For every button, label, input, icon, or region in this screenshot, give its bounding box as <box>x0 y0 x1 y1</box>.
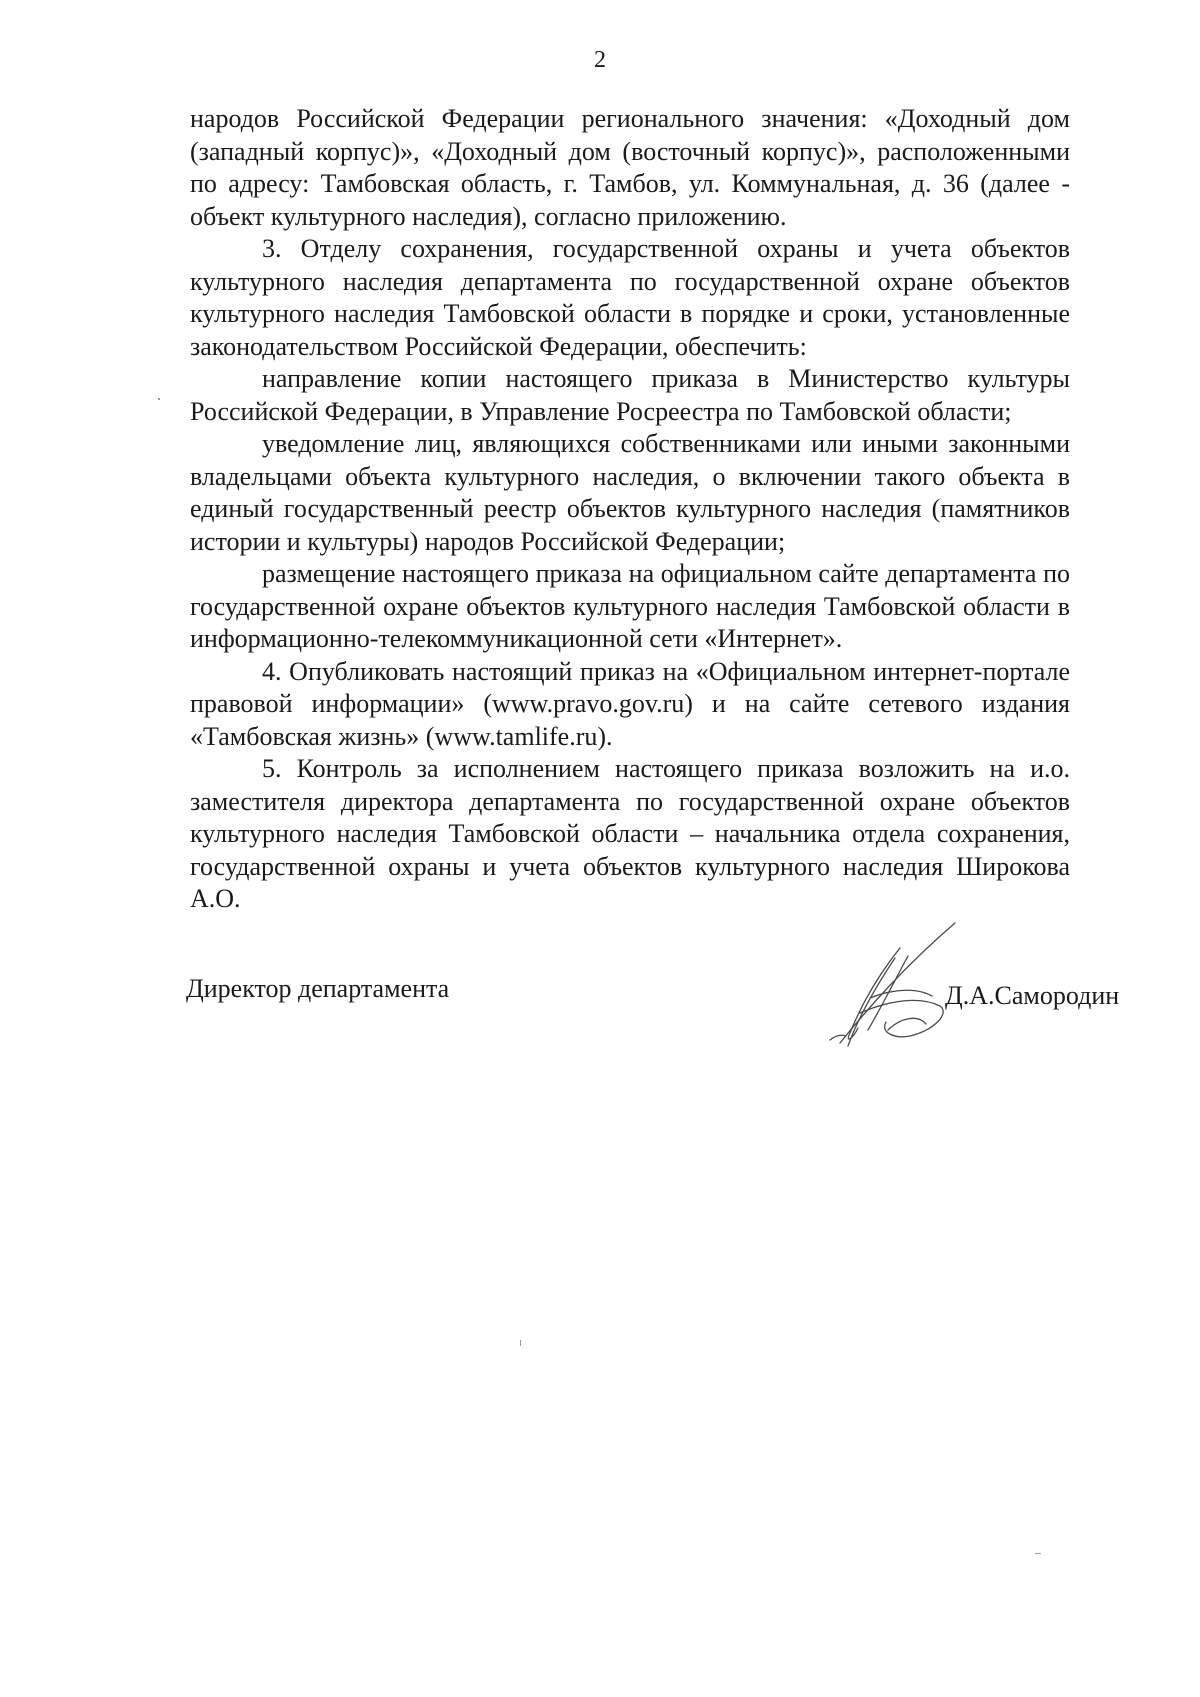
paragraph-subitem-publish-site: размещение настоящего приказа на официальном сайте департамента по государственной охране объектов культурного наследия Тамбовской области в информационно-телекоммуникационной сети «Интернет». <box>190 559 1070 653</box>
paragraph-item-4: 4. Опубликовать настоящий приказ на «Официальном интернет-портале правовой информации» (www.pravo.gov.ru) и на сайте сетевого издания «Тамбовская жизнь» (www.tamlife.ru). <box>190 656 1070 751</box>
signatory-title: Директор департамента <box>186 974 450 1003</box>
document-body <box>190 103 1070 916</box>
paragraph-item-3: 3. Отделу сохранения, государственной охраны и учета объектов культурного наследия департамента по государственной охране объектов культурного наследия Тамбовской области в порядке и сроки, установленные законодательством Российской Федерации, обеспечить: <box>190 234 1070 361</box>
scan-artifact <box>158 398 160 400</box>
page-number: 2 <box>594 47 606 73</box>
scan-artifact <box>1035 1553 1041 1554</box>
paragraph-continuation: народов Российской Федерации регионального значения: «Доходный дом (западный корпус)», «Доходный дом (восточный корпус)», расположенными по адресу: Тамбовская область, г. Тамбов, ул. Коммунальная, д. 36 (далее - объект культурного наследия), согласно приложению. <box>190 104 1070 231</box>
paragraph-item-5: 5. Контроль за исполнением настоящего приказа возложить на и.о. заместителя директора департамента по государственной охране объектов культурного наследия Тамбовской области – начальника отдела сохранения, государственной охраны и учета объектов культурного наследия Широкова А.О. <box>190 754 1070 913</box>
paragraph-subitem-notify: уведомление лиц, являющихся собственниками или иными законными владельцами объекта культурного наследия, о включении такого объекта в единый государственный реестр объектов культурного наследия (памятников истории и культуры) народов Российской Федерации; <box>190 429 1070 556</box>
paragraph-subitem-copy: направление копии настоящего приказа в Министерство культуры Российской Федерации, в Управление Росреестра по Тамбовской области; <box>190 364 1070 426</box>
signatory-name: Д.А.Самородин <box>945 981 1120 1010</box>
scan-artifact <box>520 1340 521 1346</box>
